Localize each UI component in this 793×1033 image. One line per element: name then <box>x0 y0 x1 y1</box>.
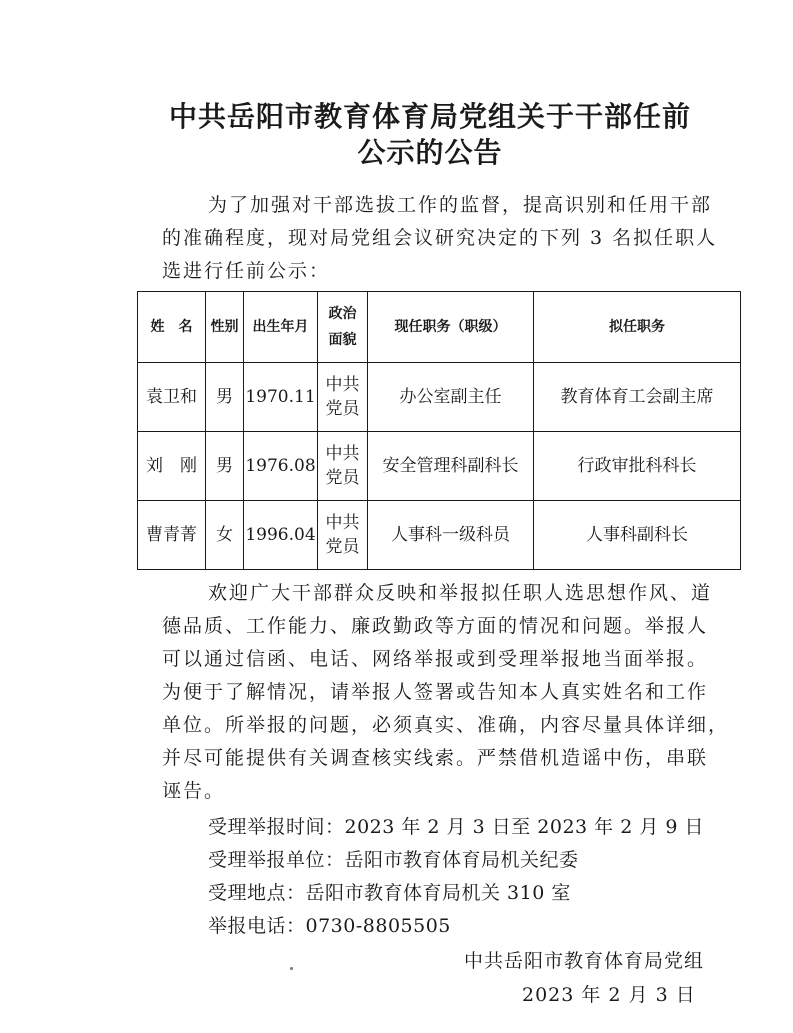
cell-birth: 1996.04 <box>244 501 318 570</box>
cell-current-position: 人事科一级科员 <box>368 501 534 570</box>
report-place: 受理地点：岳阳市教育体育局机关 310 室 <box>208 882 571 904</box>
table-header-row <box>138 292 741 363</box>
cell-proposed-position: 教育体育工会副主席 <box>534 363 741 432</box>
cell-birth: 1970.11 <box>244 363 318 432</box>
signature-date: 2023 年 2 月 3 日 <box>522 984 696 1006</box>
cell-proposed-position: 行政审批科科长 <box>534 432 741 501</box>
cell-birth: 1976.08 <box>244 432 318 501</box>
cell-name: 袁卫和 <box>138 363 206 432</box>
report-unit: 受理举报单位：岳阳市教育体育局机关纪委 <box>208 849 579 871</box>
cell-political <box>318 501 368 570</box>
document-title-line-1: 中共岳阳市教育体育局党组关于干部任前 <box>168 100 691 133</box>
scan-speck <box>290 967 293 970</box>
cell-political-line-2: 党员 <box>325 537 360 557</box>
header-sex: 性别 <box>206 292 244 363</box>
cell-current-position: 安全管理科副科长 <box>368 432 534 501</box>
cell-sex: 男 <box>206 363 244 432</box>
document-title-line-2: 公示的公告 <box>357 136 503 169</box>
header-current-position: 现任职务（职级） <box>368 292 534 363</box>
body-line-4: 为便于了解情况，请举报人签署或告知本人真实姓名和工作 <box>162 681 709 703</box>
body-line-6: 并尽可能提供有关调查核实线索。严禁借机造谣中伤，串联 <box>162 747 709 769</box>
cell-political-line-1: 中共 <box>325 513 360 533</box>
body-line-5: 单位。所举报的问题，必须真实、准确，内容尽量具体详细， <box>162 714 730 736</box>
candidate-table <box>137 291 741 570</box>
body-line-2: 德品质、工作能力、廉政勤政等方面的情况和问题。举报人 <box>162 615 709 637</box>
header-political <box>318 292 368 363</box>
signature-org: 中共岳阳市教育体育局党组 <box>464 950 705 972</box>
header-proposed-position: 拟任职务 <box>534 292 741 363</box>
intro-line-2: 的准确程度，现对局党组会议研究决定的下列 3 名拟任职人 <box>162 227 718 249</box>
table-row <box>138 363 741 432</box>
cell-political <box>318 363 368 432</box>
intro-line-3: 选进行任前公示： <box>162 260 331 282</box>
cell-name: 曹青菁 <box>138 501 206 570</box>
cell-sex: 女 <box>206 501 244 570</box>
report-time: 受理举报时间：2023 年 2 月 3 日至 2023 年 2 月 9 日 <box>208 816 704 838</box>
table-row <box>138 501 741 570</box>
cell-political-line-2: 党员 <box>325 399 360 419</box>
table-row <box>138 432 741 501</box>
intro-line-1: 为了加强对干部选拔工作的监督，提高识别和任用干部 <box>208 194 713 216</box>
report-phone: 举报电话：0730-8805505 <box>208 915 451 937</box>
cell-political-line-1: 中共 <box>325 375 360 395</box>
header-birth: 出生年月 <box>244 292 318 363</box>
cell-political <box>318 432 368 501</box>
cell-political-line-2: 党员 <box>325 468 360 488</box>
body-line-1: 欢迎广大干部群众反映和举报拟任职人选思想作风、道 <box>208 582 713 604</box>
body-line-7: 诬告。 <box>162 780 226 802</box>
cell-proposed-position: 人事科副科长 <box>534 501 741 570</box>
cell-sex: 男 <box>206 432 244 501</box>
body-line-3: 可以通过信函、电话、网络举报或到受理举报地当面举报。 <box>162 648 709 670</box>
cell-current-position: 办公室副主任 <box>368 363 534 432</box>
header-political-line-1: 政治 <box>328 306 357 322</box>
cell-political-line-1: 中共 <box>325 444 360 464</box>
cell-name: 刘 刚 <box>138 432 206 501</box>
header-political-line-2: 面貌 <box>328 332 357 348</box>
header-name: 姓 名 <box>138 292 206 363</box>
